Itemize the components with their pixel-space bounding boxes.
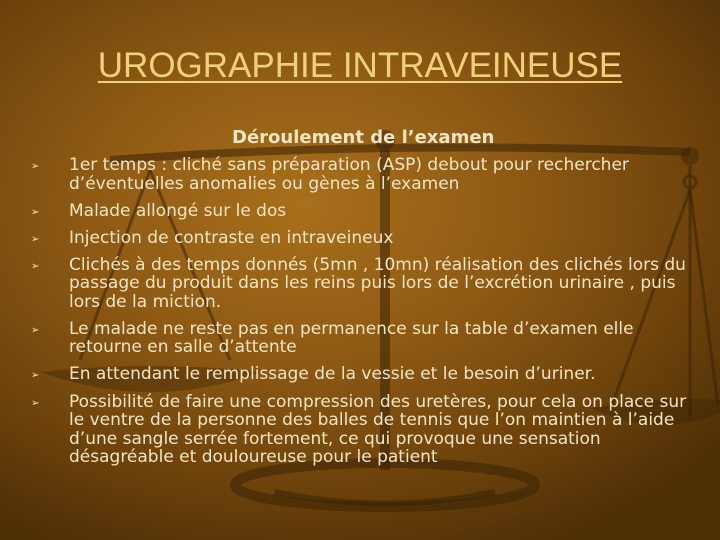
list-item-text: Malade allongé sur le dos	[69, 200, 287, 221]
arrow-bullet-icon: ➢	[31, 370, 40, 382]
arrow-bullet-icon: ➢	[31, 397, 40, 409]
list-item	[31, 155, 698, 194]
list-item	[31, 227, 698, 248]
list-item-text: Injection de contraste en intraveineux	[69, 227, 394, 248]
arrow-bullet-icon: ➢	[31, 324, 40, 336]
list-item-text: Le malade ne reste pas en permanence sur la table d’examen elle retourne en salle d’attente	[69, 318, 634, 358]
list-item-text: Possibilité de faire une compression des uretères, pour cela on place sur le ventre de la personne des balles de tennis que l’on maintien à l’aide d’une sangle serrée fortement, ce qui provoque une sensation désagréable et douloureuse pour le patient	[69, 391, 687, 468]
list-item	[31, 391, 698, 468]
list-item	[31, 254, 698, 312]
list-item-text: En attendant le remplissage de la vessie et le besoin d’uriner.	[69, 364, 596, 385]
list-item-text: 1er temps : cliché sans préparation (ASP) debout pour rechercher d’éventuelles anomalies ou gènes à l’examen	[69, 155, 629, 194]
list-item-text: Clichés à des temps donnés (5mn , 10mn) réalisation des clichés lors du passage du produit dans les reins puis lors de l’excrétion urinaire , puis lors de la miction.	[69, 254, 686, 312]
list-item	[31, 364, 698, 385]
bullet-list	[31, 155, 698, 475]
section-subtitle: Déroulement de l’examen	[232, 127, 495, 148]
arrow-bullet-icon: ➢	[31, 161, 40, 172]
slide-title: UROGRAPHIE INTRAVEINEUSE	[97, 46, 623, 85]
list-item	[31, 200, 698, 221]
list-item	[31, 318, 698, 358]
arrow-bullet-icon: ➢	[31, 233, 40, 245]
arrow-bullet-icon: ➢	[31, 206, 40, 218]
arrow-bullet-icon: ➢	[31, 260, 40, 272]
